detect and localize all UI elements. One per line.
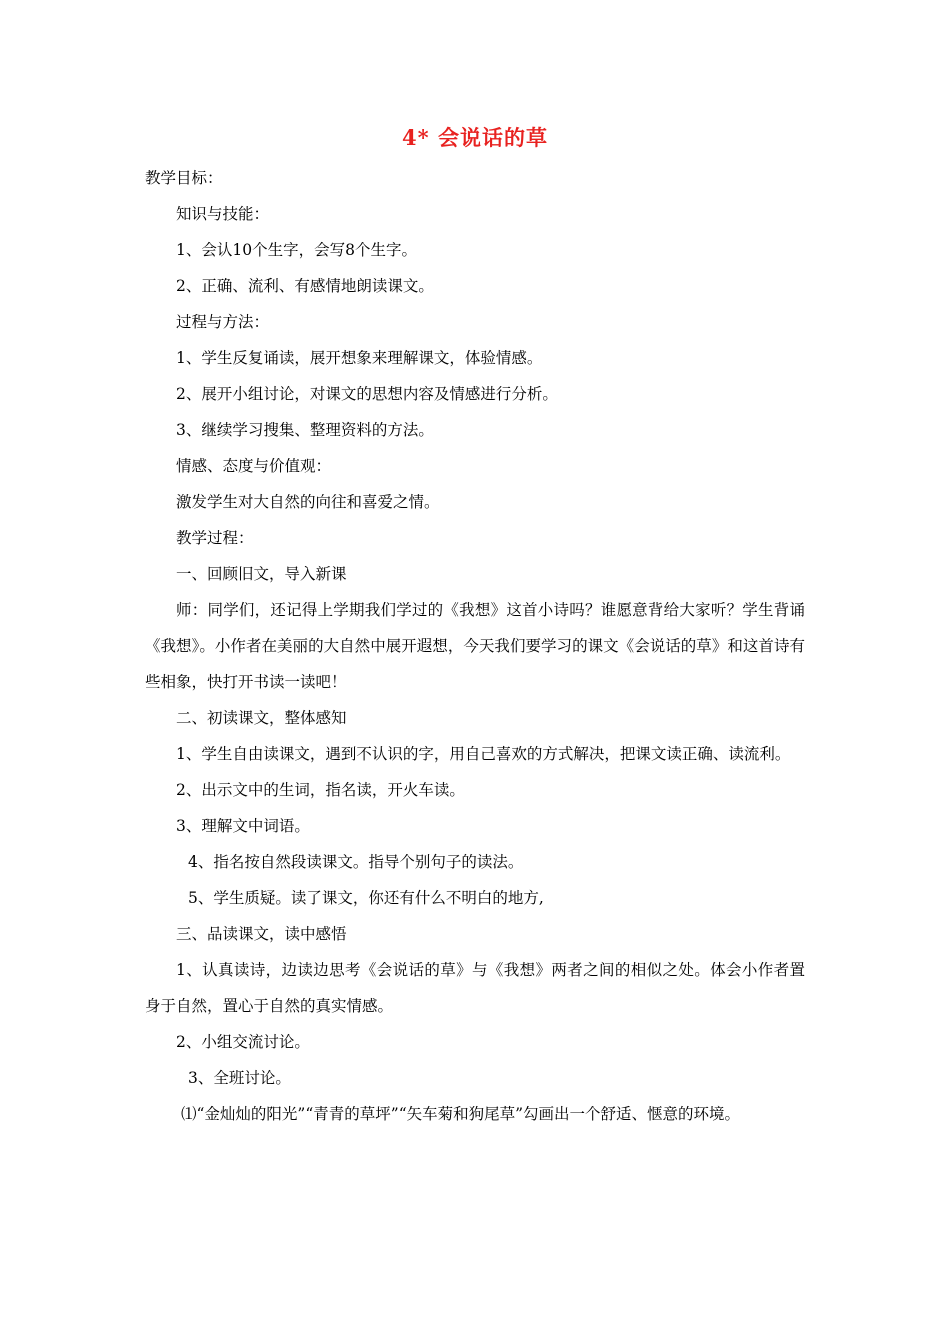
document-title: 4* 会说话的草: [402, 125, 548, 150]
paragraph: 2、展开小组讨论，对课文的思想内容及情感进行分析。: [176, 385, 558, 403]
paragraph: 5、学生质疑。读了课文，你还有什么不明白的地方,: [188, 889, 544, 907]
paragraph: 知识与技能：: [176, 205, 270, 223]
paragraph: 情感、态度与价值观：: [176, 457, 332, 475]
paragraph: 激发学生对大自然的向往和喜爱之情。: [176, 493, 440, 511]
paragraph: 3、理解文中词语。: [176, 817, 310, 835]
paragraph: 三、品读课文，读中感悟: [176, 925, 347, 943]
paragraph: 教学目标：: [145, 169, 223, 187]
paragraph: 教学过程：: [176, 529, 254, 547]
paragraph: 2、正确、流利、有感情地朗读课文。: [176, 277, 434, 295]
paragraph: 2、小组交流讨论。: [176, 1033, 310, 1051]
paragraph: 1、学生自由读课文，遇到不认识的字，用自己喜欢的方式解决，把课文读正确、读流利。: [176, 745, 791, 763]
paragraph: 一、回顾旧文，导入新课: [176, 565, 347, 583]
paragraph: 二、初读课文，整体感知: [176, 709, 347, 727]
paragraph: 3、全班讨论。: [188, 1069, 291, 1087]
paragraph: 3、继续学习搜集、整理资料的方法。: [176, 421, 434, 439]
paragraph: 1、学生反复诵读，展开想象来理解课文，体验情感。: [176, 349, 543, 367]
paragraph: 1、认真读诗，边读边思考《会说话的草》与《我想》两者之间的相似之处。体会小作者置身于自然，置心于自然的真实情感。: [145, 961, 805, 1015]
paragraph: ⑴“金灿灿的阳光”“青青的草坪”“矢车菊和狗尾草”勾画出一个舒适、惬意的环境。: [181, 1105, 741, 1123]
document-body: [145, 160, 805, 1132]
paragraph: 师：同学们，还记得上学期我们学过的《我想》这首小诗吗？谁愿意背给大家听？学生背诵《我想》。小作者在美丽的大自然中展开遐想，今天我们要学习的课文《会说话的草》和这首诗有些相象，快打开书读一读吧！: [145, 601, 805, 691]
paragraph: 1、会认10个生字，会写8个生字。: [176, 241, 417, 259]
paragraph: 2、出示文中的生词，指名读，开火车读。: [176, 781, 465, 799]
paragraph: 4、指名按自然段读课文。指导个别句子的读法。: [188, 853, 524, 871]
paragraph: 过程与方法：: [176, 313, 270, 331]
